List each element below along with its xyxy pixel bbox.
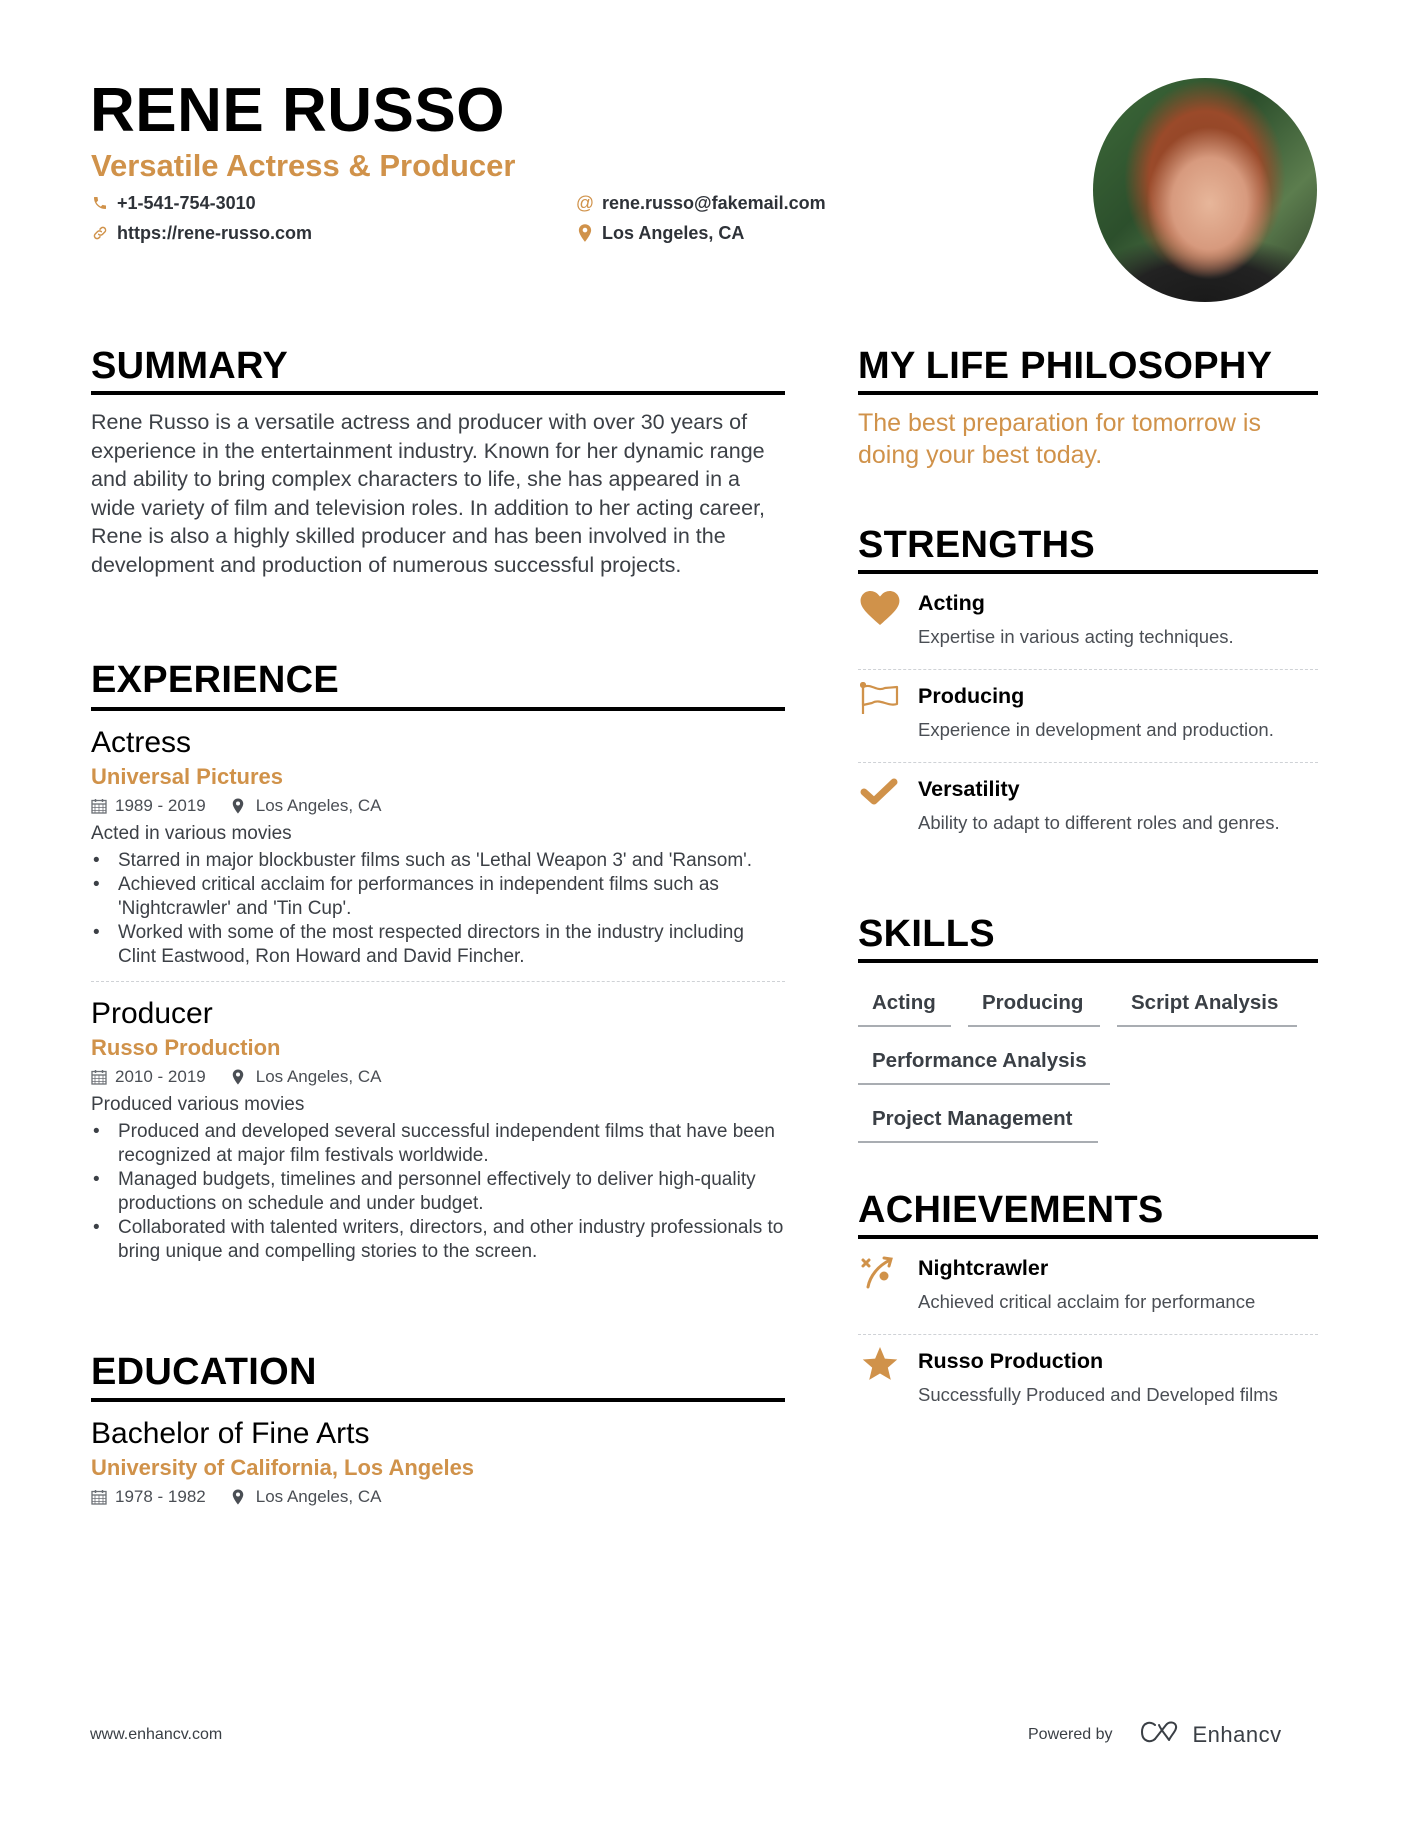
skills-section [858,912,1318,1152]
bullet-item: • Collaborated with talented writers, directors, and other industry professionals to bring unique and compelling stories to the screen. [91,1216,785,1264]
contact-phone[interactable] [91,191,256,215]
flag-icon [860,682,900,718]
job-dates: 1989 - 2019 [115,796,206,815]
bullet-item: • Managed budgets, timelines and personnel effectively to deliver high-quality productions on schedule and under budget. [91,1168,785,1216]
section-divider [858,570,1318,574]
skills-heading: SKILLS [858,913,995,955]
location-pin-icon [232,798,248,814]
education-meta [91,1485,785,1509]
experience-section [91,658,785,1264]
degree-title: Bachelor of Fine Arts [91,1417,370,1450]
section-divider [858,1235,1318,1239]
strength-item [858,589,1318,669]
skill-tag: Project Management [858,1103,1098,1143]
strength-description: Ability to adapt to different roles and genres. [918,812,1280,833]
achievement-description: Successfully Produced and Developed films [918,1384,1278,1405]
strengths-section [858,523,1318,863]
strength-title: Acting [918,591,985,615]
contact-website[interactable] [91,221,312,245]
bullet-item: • Produced and developed several successful independent films that have been recognized at major film festivals worldwide. [91,1120,785,1168]
candidate-title: Versatile Actress & Producer [91,148,516,183]
philosophy-heading: MY LIFE PHILOSOPHY [858,345,1273,387]
skill-tag: Acting [858,987,951,1027]
job-description: Produced various movies [91,1094,305,1115]
education-section [91,1350,785,1509]
achievement-description: Achieved critical acclaim for performance [918,1291,1256,1312]
calendar-icon [91,798,107,814]
job-bullets [91,849,785,969]
achievement-title: Russo Production [918,1349,1104,1373]
star-icon [860,1347,900,1383]
strength-title: Versatility [918,777,1020,801]
education-heading: EDUCATION [91,1351,317,1393]
achievements-section [858,1188,1318,1458]
company-name: Universal Pictures [91,764,283,789]
item-divider [858,1334,1318,1335]
job-meta [91,1065,785,1089]
job-dates: 2010 - 2019 [115,1067,206,1086]
section-divider [91,1398,785,1402]
strength-description: Experience in development and production. [918,719,1274,740]
calendar-icon [91,1489,107,1505]
job-entry [91,725,785,969]
enhancv-logo-icon [1139,1720,1185,1749]
at-icon: @ [575,192,595,213]
job-title: Actress [91,726,192,759]
bullet-item: • Worked with some of the most respected directors in the industry including Clint Eastwood, Ron Howard and David Fincher. [91,921,785,969]
phone-text: +1-541-754-3010 [117,192,256,213]
job-location: Los Angeles, CA [255,796,382,815]
strategy-icon [860,1254,900,1290]
job-location: Los Angeles, CA [255,1067,382,1086]
footer-website-link[interactable]: www.enhancv.com [90,1726,223,1743]
entry-divider [91,981,785,982]
candidate-name: RENE RUSSO [90,76,505,145]
website-text: https://rene-russo.com [117,222,313,243]
item-divider [858,762,1318,763]
skill-tag: Script Analysis [1117,987,1297,1027]
heart-icon [860,591,900,627]
job-title: Producer [91,997,213,1030]
location-pin-icon [232,1489,248,1505]
email-text: rene.russo@fakemail.com [602,192,826,213]
contact-location [576,221,744,245]
bullet-item: • Achieved critical acclaim for performances in independent films such as 'Nightcrawler' and 'Tin Cup'. [91,873,785,921]
bullet-item: • Starred in major blockbuster films such as 'Lethal Weapon 3' and 'Ransom'. [91,849,785,873]
strength-item [858,682,1318,762]
section-divider [858,391,1318,395]
powered-by-label: Powered by [1028,1725,1113,1743]
link-icon [91,224,109,242]
job-meta [91,794,785,818]
philosophy-section [858,344,1318,471]
profile-photo [1093,78,1317,302]
strength-title: Producing [918,684,1025,708]
education-location: Los Angeles, CA [255,1487,382,1506]
achievement-title: Nightcrawler [918,1256,1049,1280]
school-name: University of California, Los Angeles [91,1455,475,1480]
section-divider [858,959,1318,963]
job-entry [91,996,785,1264]
phone-icon [91,194,109,212]
skill-tag: Producing [968,987,1100,1027]
summary-heading: SUMMARY [91,345,289,387]
achievements-heading: ACHIEVEMENTS [858,1189,1164,1231]
brand-name: Enhancv [1192,1721,1282,1747]
job-bullets [91,1120,785,1264]
contact-email[interactable] [576,191,826,215]
education-dates: 1978 - 1982 [115,1487,206,1506]
company-name: Russo Production [91,1035,281,1060]
achievement-item [858,1254,1318,1334]
strength-description: Expertise in various acting techniques. [918,626,1234,647]
check-icon [860,777,900,813]
job-description: Acted in various movies [91,823,292,844]
location-pin-icon [576,224,594,242]
summary-text: Rene Russo is a versatile actress and producer with over 30 years of experience in the entertainment industry. Known for her dynamic range and ability to bring complex characters to life, she has appeared in a wide variety of film and television roles. In addition to her acting career, Rene is also a highly skilled producer and has been involved in the development and production of numerous successful projects. [91,410,766,577]
summary-section [91,344,785,580]
philosophy-quote: The best preparation for tomorrow is doing your best today. [858,409,1261,469]
strength-item [858,775,1318,865]
strengths-heading: STRENGTHS [858,524,1096,566]
experience-heading: EXPERIENCE [91,659,339,701]
calendar-icon [91,1069,107,1085]
location-pin-icon [232,1069,248,1085]
section-divider [91,391,785,395]
footer-branding[interactable] [1028,1720,1282,1749]
section-divider [91,707,785,711]
skill-tag: Performance Analysis [858,1045,1110,1085]
item-divider [858,669,1318,670]
location-text: Los Angeles, CA [602,222,745,243]
achievement-item [858,1347,1318,1447]
